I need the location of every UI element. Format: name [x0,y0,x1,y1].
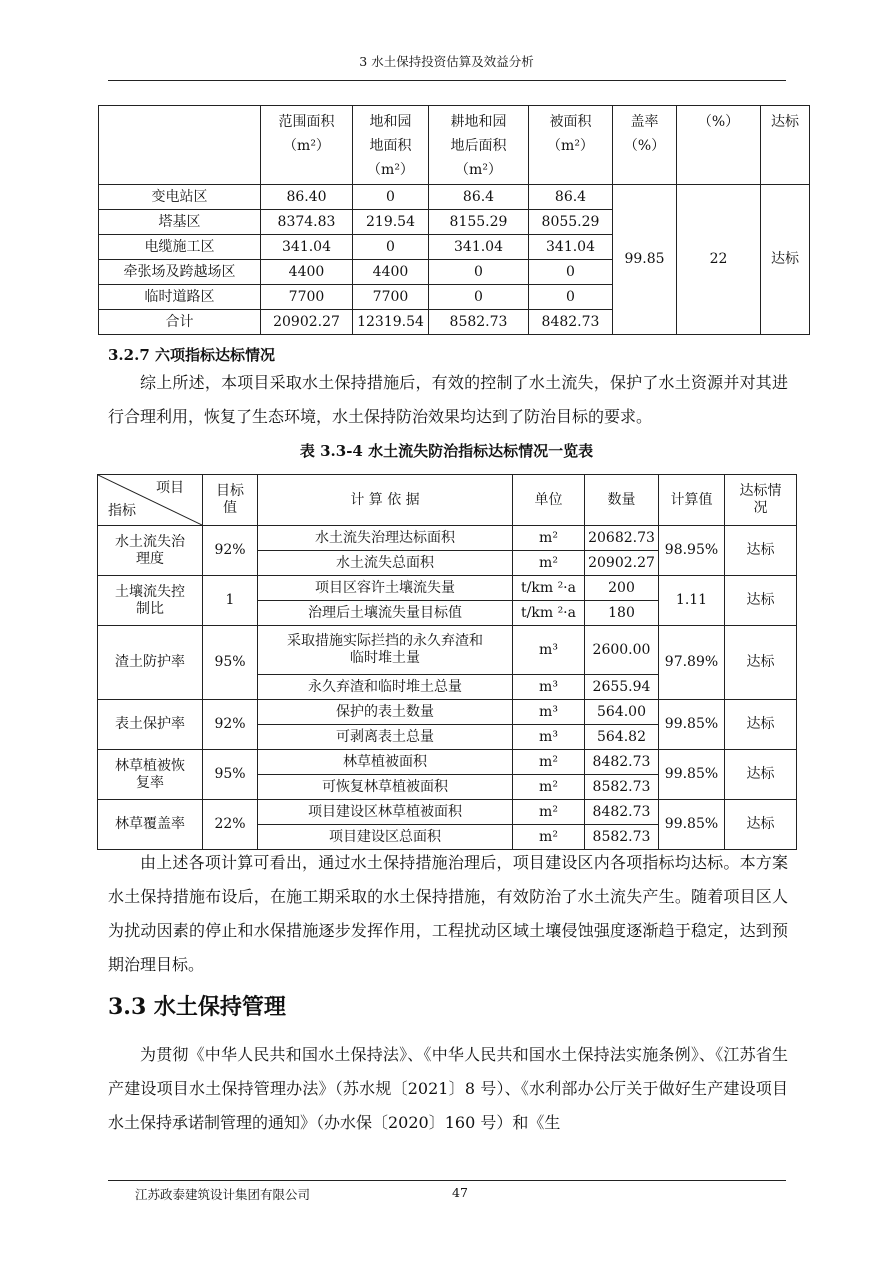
t1-cell: 0 [529,285,613,310]
t1-header-cell: 范围面积 （m²） [261,106,353,185]
t1-cell: 0 [353,185,429,210]
quantity-cell: 20902.27 [585,551,659,576]
unit-cell: m² [513,800,585,825]
t1-cell: 0 [353,235,429,260]
t1-merged-target: 22 [677,185,761,335]
t1-cell: 341.04 [529,235,613,260]
status-cell: 达标 [725,700,797,750]
calc-value: 99.85% [659,800,725,850]
calc-value: 98.95% [659,526,725,576]
t1-merged-status: 达标 [761,185,810,335]
table-caption: 表 3.3-4 水土流失防治指标达标情况一览表 [299,442,594,460]
quantity-cell: 8482.73 [585,800,659,825]
t1-cell: 塔基区 [99,210,261,235]
unit-cell: m³ [513,626,585,675]
t2-body [98,526,797,850]
table-row [98,800,797,825]
t1-header-cell: 被面积 （m²） [529,106,613,185]
t1-cell: 电缆施工区 [99,235,261,260]
t1-cell: 牵张场及跨越场区 [99,260,261,285]
t1-cell: 8055.29 [529,210,613,235]
table-row [98,626,797,675]
paragraph-summary: 综上所述，本项目采取水土保持措施后，有效的控制了水土流失，保护了水土资源并对其进行合理利用，恢复了生态环境，水土保持防治效果均达到了防治目标的要求。 [108,373,788,426]
page-number: 47 [452,1185,468,1200]
quantity-cell: 20682.73 [585,526,659,551]
t1-cell: 12319.54 [353,310,429,335]
calc-basis: 采取措施实际拦挡的永久弃渣和 临时堆土量 [258,626,513,675]
t1-cell: 0 [429,260,529,285]
running-header: 3 水土保持投资估算及效益分析 [359,54,534,69]
unit-cell: m² [513,526,585,551]
quantity-cell: 200 [585,576,659,601]
indicator-target: 92% [203,700,258,750]
quantity-cell: 564.00 [585,700,659,725]
t1-header-cell: 达标 [761,106,810,185]
t1-cell: 341.04 [261,235,353,260]
header-status: 达标情 况 [725,475,797,526]
calc-basis: 项目区容许土壤流失量 [258,576,513,601]
unit-cell: m² [513,775,585,800]
unit-cell: m² [513,551,585,576]
t1-cell: 0 [529,260,613,285]
table-row [99,185,810,210]
indicator-compliance-table [97,474,797,850]
t1-header-cell [99,106,261,185]
t1-header-cell: （%） [677,106,761,185]
quantity-cell: 564.82 [585,725,659,750]
calc-basis: 项目建设区林草植被面积 [258,800,513,825]
header-qty: 数量 [585,475,659,526]
table-row [98,700,797,725]
unit-cell: m² [513,750,585,775]
calc-value: 97.89% [659,626,725,700]
unit-cell: m³ [513,700,585,725]
indicator-target: 22% [203,800,258,850]
indicator-target: 95% [203,750,258,800]
header-target: 目标 值 [203,475,258,526]
t1-cell: 临时道路区 [99,285,261,310]
t1-cell: 合计 [99,310,261,335]
calc-value: 99.85% [659,750,725,800]
calc-basis: 项目建设区总面积 [258,825,513,850]
indicator-target: 95% [203,626,258,700]
t1-cell: 变电站区 [99,185,261,210]
t1-cell: 7700 [353,285,429,310]
footer-divider [108,1180,786,1181]
indicator-target: 1 [203,576,258,626]
indicator-name: 土壤流失控 制比 [98,576,203,626]
table-row [98,576,797,601]
t1-cell: 86.40 [261,185,353,210]
t1-cell: 219.54 [353,210,429,235]
unit-cell: t/km ²·a [513,576,585,601]
table-row [98,750,797,775]
vegetation-area-table [98,105,810,335]
status-cell: 达标 [725,526,797,576]
header-divider [108,80,786,81]
diag-label-indicator: 指标 [108,503,136,520]
footer-company: 江苏政泰建筑设计集团有限公司 [135,1187,311,1202]
paragraph-management: 为贯彻《中华人民共和国水土保持法》、《中华人民共和国水土保持法实施条例》、《江苏省生产建设项目水土保持管理办法》（苏水规〔2021〕8 号）、《水利部办公厅关于做好生产建设项目水土保持承诺制管理的通知》（办水保〔2020〕160 号）和《生 [108,1045,788,1132]
t1-cell: 4400 [261,260,353,285]
calc-basis: 永久弃渣和临时堆土总量 [258,675,513,700]
header-basis: 计 算 依 据 [258,475,513,526]
unit-cell: m³ [513,725,585,750]
status-cell: 达标 [725,576,797,626]
calc-basis: 治理后土壤流失量目标值 [258,601,513,626]
calc-basis: 保护的表土数量 [258,700,513,725]
calc-basis: 可恢复林草植被面积 [258,775,513,800]
indicator-name: 表土保护率 [98,700,203,750]
t1-merged-rate: 99.85 [613,185,677,335]
quantity-cell: 8582.73 [585,825,659,850]
table-row [98,526,797,551]
t1-cell: 4400 [353,260,429,285]
diagonal-header-cell [98,475,203,526]
t1-cell: 341.04 [429,235,529,260]
unit-cell: t/km ²·a [513,601,585,626]
t1-cell: 86.4 [429,185,529,210]
section-heading-3-3: 3.3 水土保持管理 [108,994,286,1020]
t1-cell: 86.4 [529,185,613,210]
indicator-name: 水土流失治 理度 [98,526,203,576]
quantity-cell: 8582.73 [585,775,659,800]
calc-value: 99.85% [659,700,725,750]
paragraph-conclusion: 由上述各项计算可看出，通过水土保持措施治理后，项目建设区内各项指标均达标。本方案水土保持措施布设后，在施工期采取的水土保持措施，有效防治了水土流失产生。随着项目区人为扰动因素的停止和水保措施逐步发挥作用，工程扰动区域土壤侵蚀强度逐渐趋于稳定，达到预期治理目标。 [108,853,788,974]
indicator-name: 林草覆盖率 [98,800,203,850]
t1-cell: 0 [429,285,529,310]
status-cell: 达标 [725,626,797,700]
quantity-cell: 2655.94 [585,675,659,700]
unit-cell: m² [513,825,585,850]
t1-cell: 8374.83 [261,210,353,235]
calc-basis: 水土流失治理达标面积 [258,526,513,551]
t1-header-cell: 地和园 地面积 （m²） [353,106,429,185]
section-heading-3-2-7: 3.2.7 六项指标达标情况 [108,346,275,364]
t1-header-cell: 盖率 （%） [613,106,677,185]
quantity-cell: 2600.00 [585,626,659,675]
calc-value: 1.11 [659,576,725,626]
t1-cell: 8482.73 [529,310,613,335]
unit-cell: m³ [513,675,585,700]
indicator-name: 渣土防护率 [98,626,203,700]
status-cell: 达标 [725,800,797,850]
indicator-target: 92% [203,526,258,576]
quantity-cell: 180 [585,601,659,626]
indicator-name: 林草植被恢 复率 [98,750,203,800]
t1-cell: 8582.73 [429,310,529,335]
t1-cell: 20902.27 [261,310,353,335]
t1-header-cell: 耕地和园 地后面积 （m²） [429,106,529,185]
t1-cell: 7700 [261,285,353,310]
diag-label-item: 项目 [156,480,184,496]
calc-basis: 林草植被面积 [258,750,513,775]
header-unit: 单位 [513,475,585,526]
calc-basis: 水土流失总面积 [258,551,513,576]
calc-basis: 可剥离表土总量 [258,725,513,750]
quantity-cell: 8482.73 [585,750,659,775]
t1-cell: 8155.29 [429,210,529,235]
header-calc: 计算值 [659,475,725,526]
status-cell: 达标 [725,750,797,800]
